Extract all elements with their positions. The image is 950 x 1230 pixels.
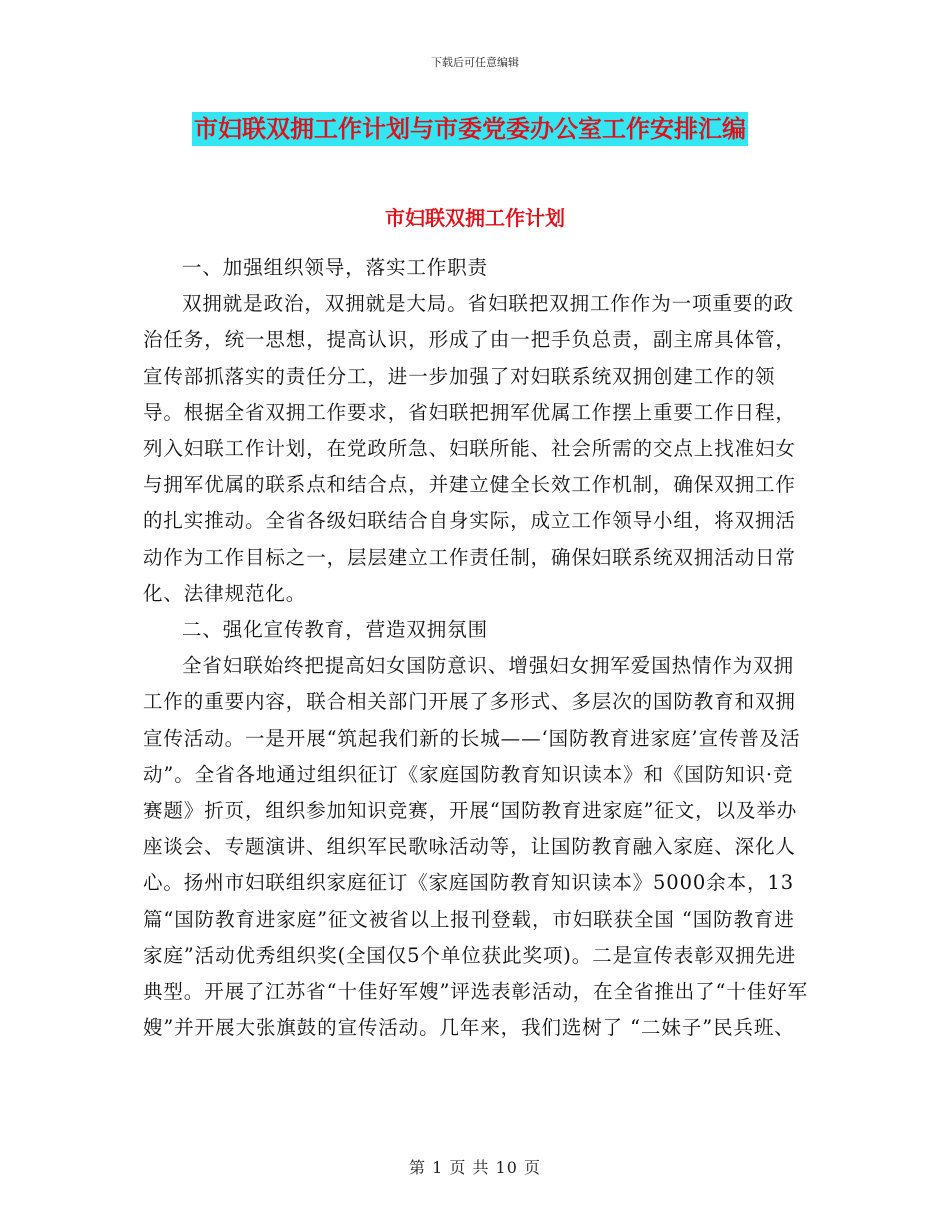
section-heading-2: 二、强化宣传教育，营造双拥氛围 — [182, 618, 489, 642]
section-heading-1: 一、加强组织领导，落实工作职责 — [182, 256, 489, 279]
paragraph-1: 双拥就是政治，双拥就是大局。省妇联把双拥工作作为一项重要的政治任务，统一思想，提高认识，形成了由一把手负总责，副主席具体管，宣传部抓落实的责任分工，进一步加强了对妇联系统双拥创建工作的领导。根据全省双拥工作要求，省妇联把拥军优属工作摆上重要工作日程，列入妇联工作计划，在党政所急、妇联所能、社会所需的交点上找准妇女与拥军优属的联系点和结合点，并建立健全长效工作机制，确保双拥工作的扎实推动。全省各级妇联结合自身实际，成立工作领导小组，将双拥活动作为工作目标之一，层层建立工作责任制，确保妇联系统双拥活动日常化、法律规范化。 — [143, 292, 796, 605]
document-main-title: 市妇联双拥工作计划与市委党委办公室工作安排汇编 — [192, 112, 748, 146]
document-sub-title: 市妇联双拥工作计划 — [385, 206, 565, 230]
paragraph-2: 全省妇联始终把提高妇女国防意识、增强妇女拥军爱国热情作为双拥工作的重要内容，联合相关部门开展了多形式、多层次的国防教育和双拥宣传活动。一是开展“筑起我们新的长城——‘国防教育进家庭’宣传普及活动”。全省各地通过组织征订《家庭国防教育知识读本》和《国防知识·竞赛题》折页，组织参加知识竞赛，开展“国防教育进家庭”征文，以及举办座谈会、专题演讲、组织军民歌咏活动等，让国防教育融入家庭、深化人心。扬州市妇联组织家庭征订《家庭国防教育知识读本》5000余本，13篇“国防教育进家庭”征文被省以上报刊登载，市妇联获全国 “国防教育进家庭”活动优秀组织奖(全国仅5个单位获此奖项)。二是宣传表彰双拥先进典型。开展了江苏省“十佳好军嫂”评选表彰活动，在全省推出了“十佳好军嫂”并开展大张旗鼓的宣传活动。几年来，我们选树了 “二妹子”民兵班、 — [143, 654, 809, 1040]
header-note: 下载后可任意编辑 — [431, 56, 519, 69]
document-body — [143, 250, 813, 1046]
page-indicator: 第 1 页 共 10 页 — [409, 1158, 541, 1177]
